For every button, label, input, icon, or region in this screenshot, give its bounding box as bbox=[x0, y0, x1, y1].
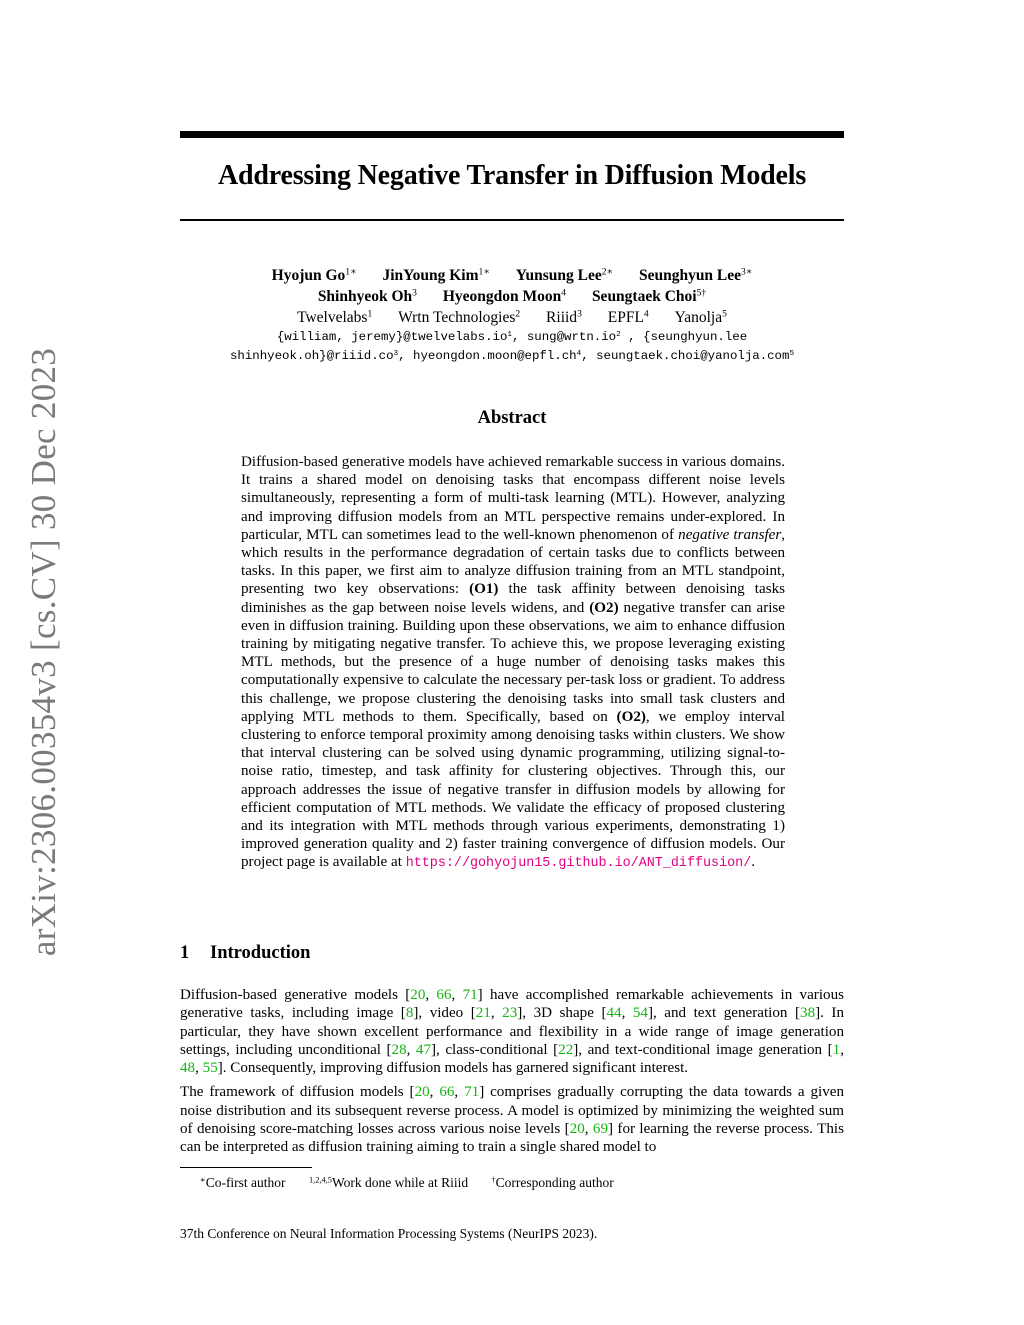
paragraph-text: , bbox=[429, 1084, 440, 1101]
abstract-heading: Abstract bbox=[477, 408, 547, 428]
email-line-1: {william, $jeremy\}@twelvelabs.io^1$, $sung@wrtn.io^2$ , {seunghyun.lee bbox=[276, 330, 748, 344]
citation-link[interactable]: 66 bbox=[436, 987, 452, 1003]
section-heading-introduction: 1 Introduction bbox=[180, 943, 311, 963]
paragraph-text: , bbox=[451, 987, 463, 1003]
author-row-1 bbox=[180, 265, 844, 286]
footnote: $^{1,2,4,5}$Work done while at Riiid bbox=[308, 1175, 469, 1190]
citation-link[interactable]: 69 bbox=[592, 1121, 609, 1138]
paragraph-text: , bbox=[584, 1121, 593, 1138]
footnote: †Corresponding author bbox=[491, 1175, 614, 1190]
author-block bbox=[180, 265, 844, 366]
citation-link[interactable]: 21 bbox=[475, 1005, 491, 1022]
paragraph-text: , bbox=[621, 1005, 633, 1022]
citation-link[interactable]: 66 bbox=[439, 1084, 455, 1101]
arxiv-watermark: arXiv:2306.00354v3 [cs.CV] 30 Dec 2023 bbox=[24, 347, 63, 957]
citation-link[interactable]: 44 bbox=[606, 1005, 622, 1022]
affiliation: Riiid$^3$ bbox=[546, 308, 582, 326]
project-page-link[interactable]: https://gohyojun15.github.io/ANT_diffusion/ bbox=[405, 856, 752, 872]
author: Seungtaek Choi$^{5\dagger}$ bbox=[591, 287, 707, 305]
author: Shinhyeok Oh$^3$ bbox=[317, 287, 417, 305]
author: Hyeongdon Moon$^4$ bbox=[442, 287, 567, 305]
intro-paragraph-1 bbox=[180, 986, 844, 1077]
author-row-2 bbox=[180, 286, 844, 307]
paragraph-text: , bbox=[490, 1005, 503, 1022]
author: Hyojun $Go^{1∗}$ bbox=[271, 266, 357, 284]
paragraph-text: , bbox=[454, 1084, 465, 1101]
paragraph-text: ]. In particular, they have shown excellent performance and flexibility in a wide range of image generation settings, including unconditional [ bbox=[180, 1005, 845, 1058]
citation-link[interactable]: 71 bbox=[464, 1084, 480, 1101]
citation-link[interactable]: 54 bbox=[632, 1005, 648, 1022]
citation-link[interactable]: 20 bbox=[414, 1084, 430, 1101]
title-top-rule bbox=[180, 131, 844, 138]
paragraph-text: ], 3D shape [ bbox=[517, 1005, 607, 1022]
paragraph-text: ] for learning the reverse process. This can be interpreted as diffusion training aiming to train a single shared model to bbox=[180, 1121, 844, 1156]
citation-link[interactable]: 8 bbox=[405, 1005, 414, 1022]
citation-link[interactable]: 20 bbox=[569, 1121, 585, 1138]
author: JinYoung Kim$^{1∗}$ bbox=[382, 266, 490, 284]
citation-link[interactable]: 48 bbox=[180, 1060, 196, 1077]
paragraph-text: ], class-conditional [ bbox=[431, 1041, 559, 1058]
affiliation: EPFL$^4$ bbox=[607, 308, 649, 326]
paragraph-text: The framework of diffusion models [ bbox=[180, 1084, 415, 1101]
citation-link[interactable]: 38 bbox=[800, 1005, 816, 1022]
footnote: ∗Co-first author bbox=[200, 1175, 286, 1190]
paragraph-text: Diffusion-based generative models [ bbox=[180, 987, 411, 1003]
footnote-rule bbox=[180, 1167, 312, 1168]
paragraph-text: ], and text-conditional image generation [ bbox=[573, 1041, 833, 1058]
paragraph-text: , bbox=[840, 1041, 844, 1058]
citation-link[interactable]: 22 bbox=[558, 1041, 574, 1058]
introduction-body bbox=[180, 986, 844, 1163]
citation-link[interactable]: 23 bbox=[502, 1005, 518, 1022]
abstract-body: Diffusion-based generative models have achieved remarkable success in various domains. It trains a shared model on denoising tasks that encompass different noise levels simultaneously, representing a form of multi-task learning (MTL). However, analyzing and improving diffusion models from an MTL perspective remains under-explored. In particular, MTL can sometimes lead to the well-known phenomenon of negative transfer, which results in the performance degradation of certain tasks due to conflicts between tasks. In this paper, we first aim to analyze diffusion training from an MTL standpoint, presenting two key observations: (O1) the task affinity between denoising tasks diminishes as the gap between noise levels widens, and (O2) negative transfer can arise even in diffusion training. Building upon these observations, we aim to enhance diffusion training by mitigating negative transfer. To achieve this, we propose leveraging existing MTL methods, but the presence of a huge number of denoising tasks makes this computationally expensive to calculate the necessary per-task loss or gradient. To address this challenge, we propose clustering the denoising tasks into small task clusters and applying MTL methods to them. Specifically, based on (O2), we employ interval clustering to enforce temporal proximity among denoising tasks within clusters. We show that interval clustering can be solved using dynamic programming, utilizing signal-to-noise ratio, timestep, and task affinity for clustering objectives. Through this, our approach addresses the issue of negative transfer in diffusion models by allowing for efficient computation of MTL methods. We validate the efficacy of proposed clustering and its integration with MTL methods through various experiments, demonstrating 1) improved generation quality and 2) faster training convergence of diffusion models. Our project page is available at https://gohyojun15.github.io/ANT_diffusion/. bbox=[241, 454, 786, 872]
citation-link[interactable]: 55 bbox=[202, 1060, 218, 1077]
author: Yunsung Lee$^{2∗}$ bbox=[515, 266, 614, 284]
affiliations bbox=[180, 307, 844, 328]
paragraph-text: ], video [ bbox=[413, 1005, 476, 1022]
citation-link[interactable]: 28 bbox=[391, 1041, 407, 1058]
paper-title: Addressing Negative Transfer in Diffusion Models bbox=[217, 160, 807, 191]
paragraph-text: ]. Consequently, improving diffusion models has garnered significant interest. bbox=[217, 1060, 689, 1077]
paragraph-text: , bbox=[195, 1060, 203, 1077]
affiliation: Twelvelabs$^1$ bbox=[297, 308, 373, 326]
venue-line: 37th Conference on Neural Information Processing Systems (NeurIPS 2023). bbox=[180, 1226, 598, 1241]
citation-link[interactable]: 20 bbox=[410, 987, 426, 1003]
citation-link[interactable]: 1 bbox=[832, 1041, 841, 1058]
affiliation: Wrtn Technologies$^2$ bbox=[398, 308, 521, 326]
intro-paragraph-2 bbox=[180, 1083, 844, 1156]
paragraph-text: , bbox=[406, 1041, 416, 1058]
affiliation: Yanolja$^5$ bbox=[674, 308, 727, 326]
title-bottom-rule bbox=[180, 219, 844, 221]
paragraph-text: ], and text generation [ bbox=[647, 1005, 801, 1022]
paragraph-text: , bbox=[425, 987, 437, 1003]
paragraph-text: ] have accomplished remarkable achievements in various generative tasks, including image [ bbox=[180, 987, 844, 1022]
paragraph-text: ] comprises gradually corrupting the data towards a given noise distribution and its subsequent reverse process. A model is optimized by minimizing the weighted sum of denoising score-matching losses across various noise levels [ bbox=[180, 1084, 845, 1138]
email-line-2: $shinhyeok.oh\}@riiid.co^3$, $hyeongdon.moon@epfl.ch^4$, seungtaek.choi@yanolja.com$^5$ bbox=[229, 349, 795, 363]
citation-link[interactable]: 47 bbox=[415, 1041, 432, 1058]
citation-link[interactable]: 71 bbox=[462, 987, 478, 1003]
footnotes bbox=[200, 1175, 634, 1191]
author: Seunghyun Lee$^{3∗}$ bbox=[638, 266, 753, 284]
